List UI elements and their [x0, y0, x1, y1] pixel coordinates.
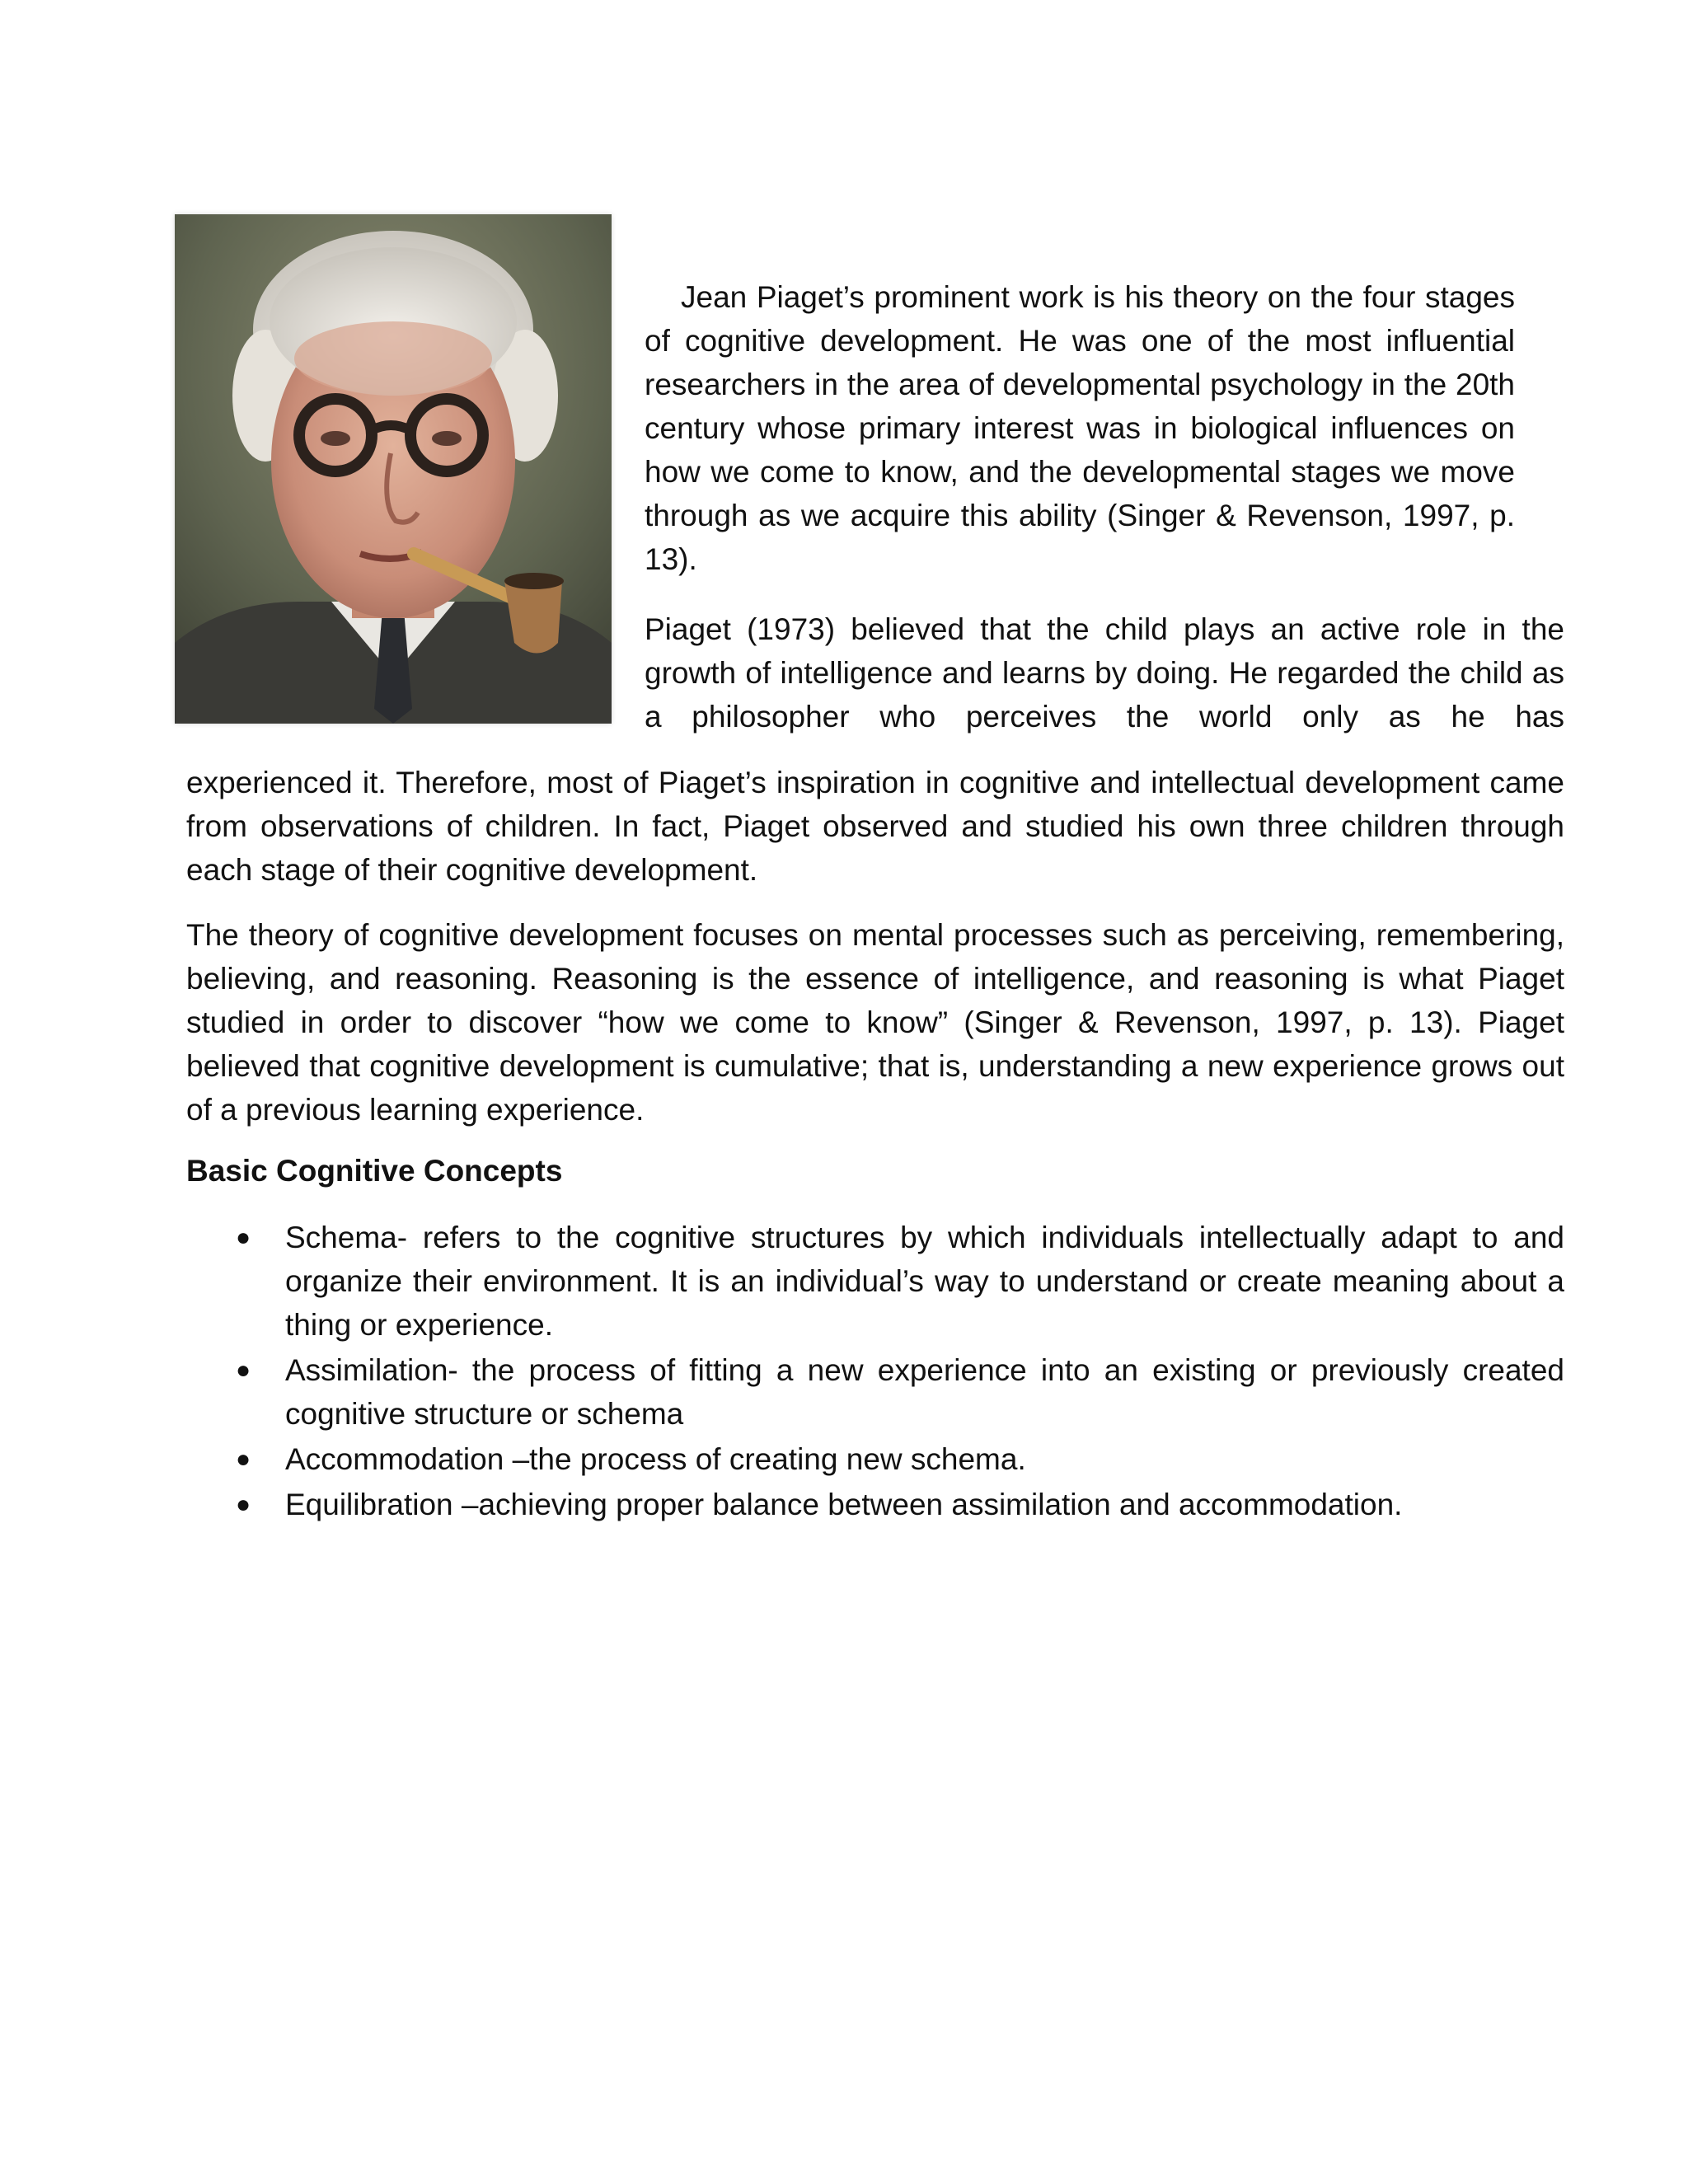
concepts-list	[186, 1216, 1564, 1528]
bullet-icon: ●	[236, 1357, 251, 1384]
paragraph-2-continued: experienced it. Therefore, most of Piaget’s inspiration in cognitive and intellectual development came from observations of children. In fact, Piaget observed and studied his own three children through each stage of their cognitive development.	[186, 766, 1564, 887]
list-item	[186, 1483, 1564, 1526]
list-item	[186, 1437, 1564, 1481]
bullet-icon: ●	[236, 1224, 251, 1251]
paragraph-3: The theory of cognitive development focuses on mental processes such as perceiving, remembering, believing, and reasoning. Reasoning is the essence of intelligence, and reasoning is what Piaget studied in order to discover “how we come to know” (Singer & Revenson, 1997, p. 13). Piaget believed that cognitive development is cumulative; that is, understanding a new experience grows out of a previous learning experience.	[186, 918, 1564, 1127]
paragraph-2-line-3: child as a philosopher who perceives the world only as he has	[645, 656, 1565, 733]
paragraph-2-line-2: growth of intelligence and learns by doing. He regarded the	[645, 656, 1451, 690]
list-item-text: Assimilation- the process of fitting a new experience into an existing or previously created cognitive structure or schema	[285, 1353, 1564, 1431]
list-item	[186, 1348, 1564, 1436]
portrait-photo	[175, 214, 612, 724]
paragraph-2-wrapped	[645, 607, 1564, 738]
paragraph-2-line-1: Piaget (1973) believed that the child plays an active role in the	[645, 612, 1564, 646]
bullet-icon: ●	[236, 1491, 251, 1518]
portrait-illustration	[175, 214, 612, 724]
list-item	[186, 1216, 1564, 1347]
list-item-text: Schema- refers to the cognitive structures by which individuals intellectually adapt to and organize their environment. It is an individual’s way to understand or create meaning about a thing or experience.	[285, 1221, 1564, 1342]
section-heading: Basic Cognitive Concepts	[186, 1154, 563, 1188]
list-item-text: Accommodation –the process of creating new schema.	[285, 1442, 1026, 1476]
intro-paragraph: Jean Piaget’s prominent work is his theory on the four stages of cognitive development. He was one of the most influential researchers in the area of developmental psychology in the 20th century whose primary interest was in biological influences on how we come to know, and the developmental stages we move through as we acquire this ability (Singer & Revenson, 1997, p. 13).	[645, 280, 1515, 576]
list-item-text: Equilibration –achieving proper balance between assimilation and accommodation.	[285, 1488, 1403, 1521]
bullet-icon: ●	[236, 1446, 251, 1473]
